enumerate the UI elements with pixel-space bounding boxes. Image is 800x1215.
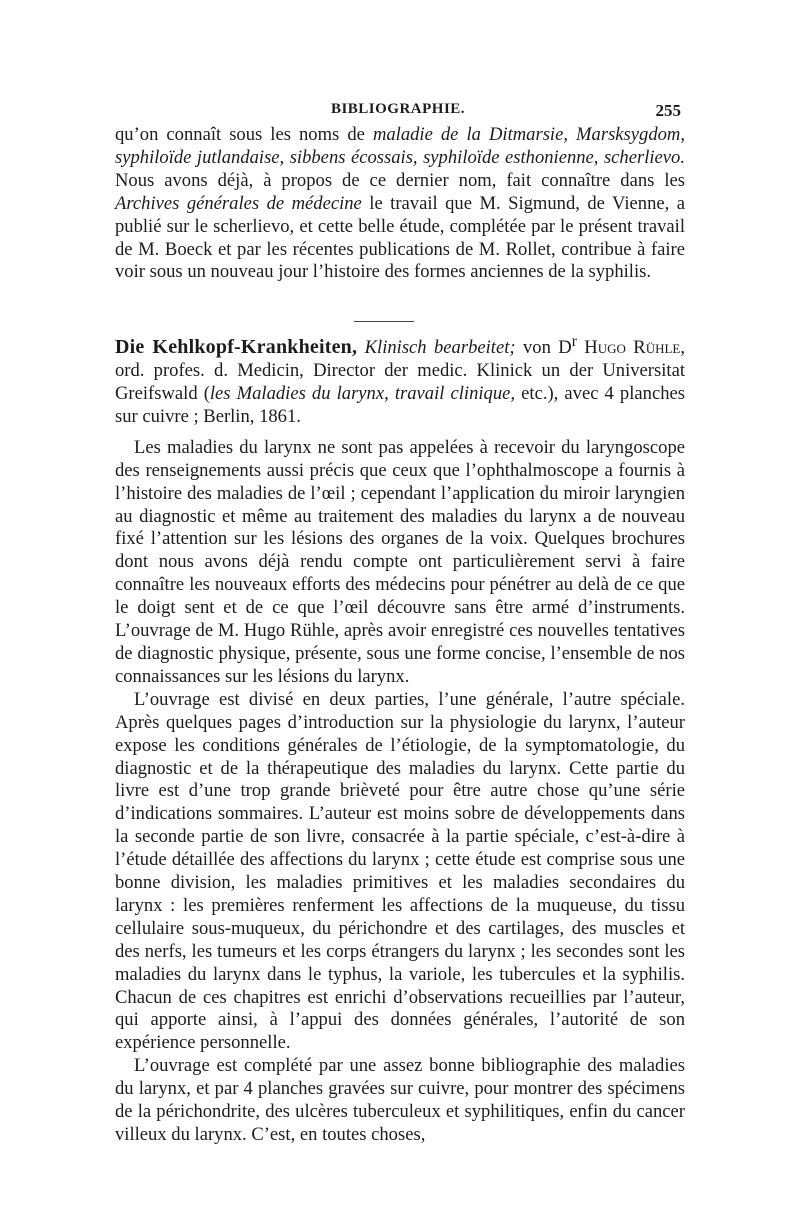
paragraph: L’ouvrage est divisé en deux parties, l’une générale, l’autre spéciale. Après quelques pages d’introduction sur la physiologie du larynx, l’auteur expose les conditions générales de l’étiologie, de la symptomatologie, du diagnostic et de la thérapeutique des maladies du larynx. Cette partie du livre est d’une trop grande brièveté pour être autre chose qu’une série d’indications sommaires. L’auteur est moins sobre de développements dans la seconde partie de son livre, consacrée à la partie spéciale, c’est-à-dire à l’étude détaillée des affections du larynx ; cette étude est comprise sous une bonne division, les maladies primitives et les maladies secondaires du larynx : les premières renferment les affections de la muqueuse, du tissu cellulaire sous-muqueux, du périchondre et des cartilages, des muscles et des nerfs, les tumeurs et les corps étrangers du larynx ; les secondes sont les maladies du larynx dans le typhus, la variole, les tubercules et la syphilis. Chacun de ces chapitres est enrichi d’observations recueillies par l’auteur, qui apporte ainsi, à l’appui des données générales, l’autorité de son expérience personnelle. — [115, 688, 685, 1054]
entry-text: von D — [515, 337, 572, 359]
bibliographic-entry — [115, 331, 685, 429]
review-text-block — [115, 331, 685, 1147]
running-title: BIBLIOGRAPHIE. — [330, 101, 466, 117]
paragraph: L’ouvrage est complété par une assez bonne bibliographie des maladies du larynx, et par 4 planches gravées sur cuivre, pour montrer des spécimens de la périchondrite, des ulcères tuberculeux et syphilitiques, enfin du cancer villeux du larynx. C’est, en toutes choses, — [115, 1055, 685, 1145]
paragraph-continued — [115, 124, 685, 284]
paragraph-text: Nous avons déjà, à propos de ce dernier nom, fait connaître dans les — [115, 169, 685, 191]
section-divider — [354, 321, 414, 322]
entry-text: , ord. profes. d. Medicin, Director der medic. Klinick un der Universitat Greifswald ( — [115, 337, 686, 404]
french-title: les Maladies du larynx, travail clinique, — [209, 383, 516, 404]
italic-disease-names: maladie de la Ditmarsie, Marsksygdom, syphiloïde jutlandaise, sibbens écossais, syphiloïde esthonienne, scherlievo. — [115, 124, 686, 168]
paragraph-text: qu’on connaît sous les noms de — [115, 124, 373, 145]
author-name: Hugo Rühle — [576, 337, 681, 359]
book-subtitle: Klinisch bearbeitet; — [357, 337, 516, 359]
paragraph-text: le travail que M. Sigmund, de Vienne, a publié sur le scherlievo, et cette belle étude, complétée par le présent travail de M. Boeck et par les récentes publications de M. Rollet, contribue à faire voir sous un nouveau jour l’histoire des formes anciennes de la syphilis. — [115, 192, 686, 283]
page-number: 255 — [655, 101, 681, 120]
italic-journal-title: Archives générales de médecine — [115, 192, 362, 214]
book-title: Die Kehlkopf-Krankheiten, — [115, 336, 358, 359]
running-head — [115, 101, 681, 125]
entry-text: etc.), avec 4 planches sur cuivre ; Berlin, 1861. — [115, 383, 685, 427]
continued-text-block — [115, 124, 685, 284]
superscript: r — [571, 333, 577, 350]
paragraph: Les maladies du larynx ne sont pas appelées à recevoir du laryngoscope des renseignements aussi précis que ceux que l’ophthalmoscope a fournis à l’histoire des maladies de l’œil ; cependant l’application du miroir laryngien au diagnostic et même au traitement des maladies du larynx a de nouveau fixé l’attention sur les lésions des organes de la voix. Quelques brochures dont nous avons déjà rendu compte ont particulièrement servi à faire connaître les nouveaux efforts des médecins pour pénétrer au delà de ce que le doigt sent et de ce que l’œil découvre sans être armé d’instruments. L’ouvrage de M. Hugo Rühle, après avoir enregistré ces nouvelles tentatives de diagnostic physique, présente, sous une forme concise, l’ensemble de nos connaissances sur les lésions du larynx. — [115, 436, 685, 687]
